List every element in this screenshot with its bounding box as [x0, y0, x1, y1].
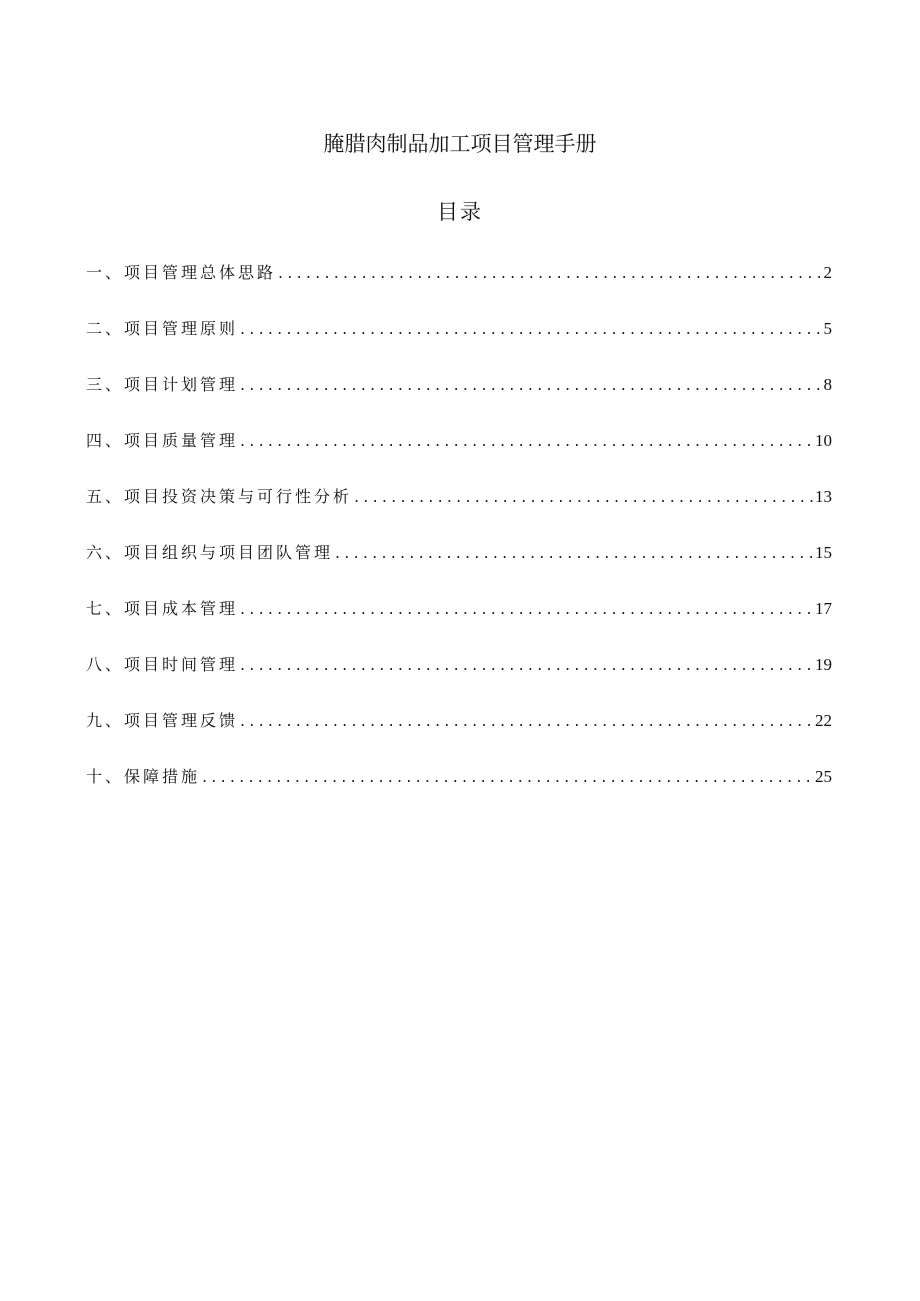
- toc-heading: 目录: [437, 200, 483, 224]
- toc-entry-6[interactable]: [86, 539, 832, 595]
- toc-entry-page: 13: [815, 487, 832, 506]
- toc-entry-label: 五、项目投资决策与可行性分析: [86, 487, 353, 506]
- toc-entry-10[interactable]: [86, 763, 832, 819]
- toc-dot-leader: [240, 371, 821, 399]
- toc-entry-2[interactable]: [86, 315, 832, 371]
- toc-entry-5[interactable]: [86, 483, 832, 539]
- toc-entry-8[interactable]: [86, 651, 832, 707]
- toc-entry-label: 六、项目组织与项目团队管理: [86, 543, 334, 562]
- toc-dot-leader: [240, 707, 813, 735]
- toc-dot-leader: [240, 315, 821, 343]
- toc-entry-label: 二、项目管理原则: [86, 319, 239, 338]
- toc-entry-9[interactable]: [86, 707, 832, 763]
- toc-dot-leader: [335, 539, 813, 567]
- toc-entry-page: 25: [815, 767, 832, 786]
- toc-entry-page: 2: [823, 263, 832, 282]
- toc-entry-label: 八、项目时间管理: [86, 655, 239, 674]
- table-of-contents: [86, 259, 832, 819]
- toc-entry-page: 5: [823, 319, 832, 338]
- toc-entry-page: 8: [823, 375, 832, 394]
- toc-dot-leader: [202, 763, 813, 791]
- toc-entry-4[interactable]: [86, 427, 832, 483]
- toc-entry-1[interactable]: [86, 259, 832, 315]
- toc-entry-page: 17: [815, 599, 832, 618]
- toc-entry-page: 15: [815, 543, 832, 562]
- toc-entry-label: 七、项目成本管理: [86, 599, 239, 618]
- toc-entry-label: 九、项目管理反馈: [86, 711, 239, 730]
- toc-entry-label: 四、项目质量管理: [86, 431, 239, 450]
- toc-dot-leader: [354, 483, 813, 511]
- toc-entry-7[interactable]: [86, 595, 832, 651]
- toc-dot-leader: [240, 651, 813, 679]
- toc-entry-page: 19: [815, 655, 832, 674]
- toc-entry-page: 22: [815, 711, 832, 730]
- toc-dot-leader: [240, 595, 813, 623]
- document-title: 腌腊肉制品加工项目管理手册: [323, 132, 597, 156]
- toc-dot-leader: [278, 259, 821, 287]
- toc-entry-page: 10: [815, 431, 832, 450]
- toc-entry-3[interactable]: [86, 371, 832, 427]
- toc-entry-label: 三、项目计划管理: [86, 375, 239, 394]
- toc-dot-leader: [240, 427, 813, 455]
- toc-entry-label: 十、保障措施: [86, 767, 201, 786]
- toc-entry-label: 一、项目管理总体思路: [86, 263, 277, 282]
